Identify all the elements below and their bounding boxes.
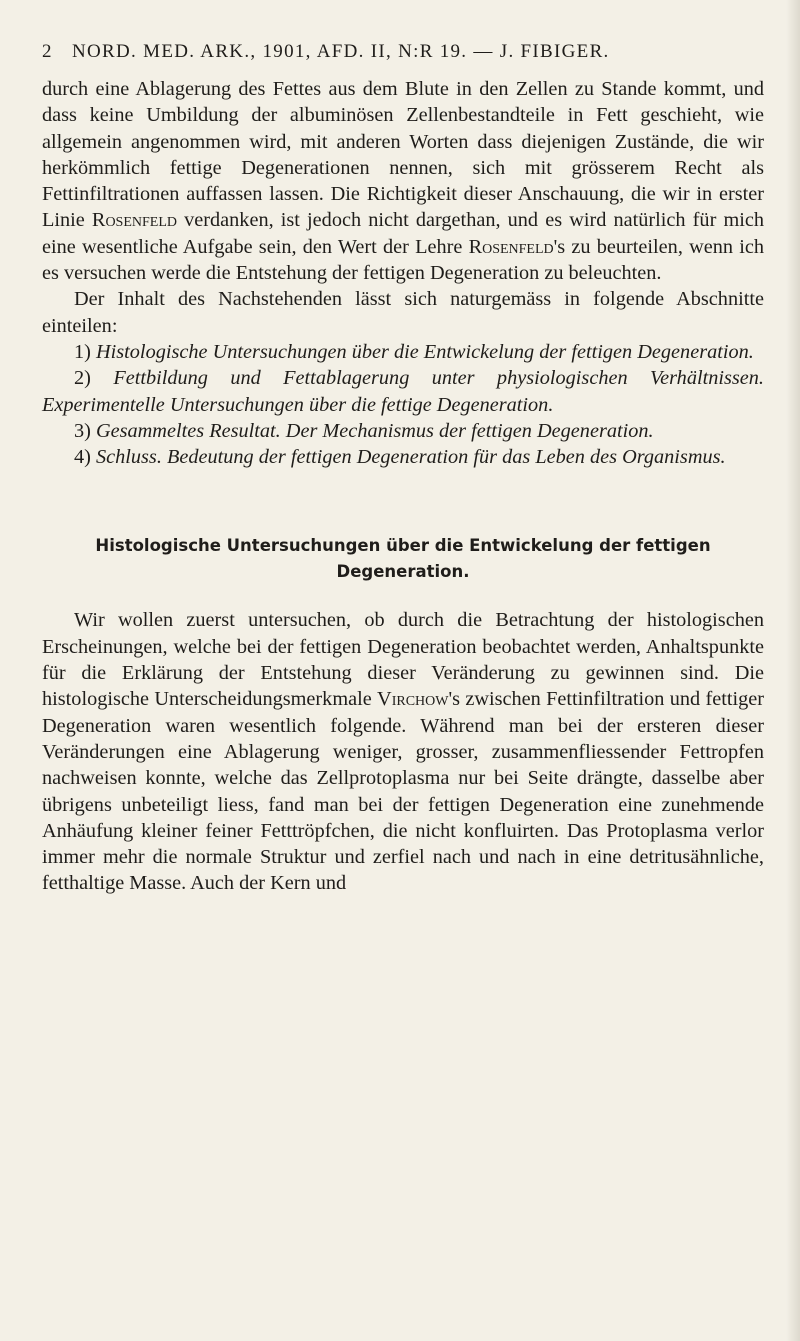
page-number: 2 xyxy=(42,41,53,62)
outline-item-title: Gesammeltes Resultat. Der Mechanismus der fettigen Degeneration. xyxy=(95,419,654,442)
outline-item-title: Schluss. Bedeutung der fettigen Degeneration für das Leben des Organismus. xyxy=(95,446,726,469)
text-column xyxy=(42,40,764,897)
page-edge-shadow xyxy=(786,0,800,1341)
outline-item-3: 3) Gesammeltes Resultat. Der Mechanismus der fettigen Degeneration. xyxy=(74,419,654,442)
intro-paragraph-2: Der Inhalt des Nachstehenden lässt sich naturgemäss in folgende Abschnitte einteilen: xyxy=(42,288,764,337)
section-text xyxy=(42,607,764,896)
section-paragraph-1: Wir wollen zuerst untersuchen, ob durch die Betrachtung der histologischen Erscheinungen, welche bei der fettigen Degeneration beobachtet werden, Anhaltspunkte für die Erklärung der Entstehung dieser Veränderung zu gewinnen sind. Die histologische Unterscheidungsmerkmale Virchow's zwischen Fettinfiltration und fettiger Degeneration waren wesentlich folgende. Während man bei der ersteren dieser Veränderungen eine Ablagerung weniger, grosser, zusammenfliessender Fettropfen nachweisen konnte, welche das Zellprotoplasma nur bei Seite drängte, dasselbe aber übrigens unbeteiligt liess, fand man bei der fettigen Degeneration eine zunehmende Anhäufung kleiner feiner Fetttröpfchen, die nicht konfluirten. Das Protoplasma verlor immer mehr die normale Struktur und zerfiel nach und nach in eine detritusähnliche, fetthaltige Masse. Auch der Kern und xyxy=(42,609,764,895)
author-name: Rosenfeld xyxy=(468,235,554,258)
running-head-text: NORD. MED. ARK., 1901, AFD. II, N:R 19. — J. FIBIGER. xyxy=(72,41,610,62)
section-heading: Histologische Untersuchungen über die Entwickelung der fettigen Degeneration. xyxy=(95,536,711,582)
intro-text xyxy=(42,76,764,470)
outline-item-title: Histologische Untersuchungen über die Entwickelung der fettigen Degeneration. xyxy=(95,340,754,363)
running-head xyxy=(42,40,764,64)
intro-paragraph-1: durch eine Ablagerung des Fettes aus dem Blute in den Zellen zu Stande kommt, und dass keine Umbildung der albuminösen Zellenbestandteile in Fett geschieht, wie allgemein angenommen wird, mit anderen Worten dass diejenigen Zustände, die wir herkömmlich fettige Degenerationen nennen, sich mit grösserem Recht als Fettinfiltrationen auffassen lassen. Die Richtigkeit dieser Anschauung, die wir in erster Linie Rosenfeld verdanken, ist jedoch nicht dargethan, und es wird natürlich für mich eine wesentliche Aufgabe sein, den Wert der Lehre Rosenfeld's zu beurteilen, wenn ich es versuchen werde die Entstehung der fettigen Degeneration zu beleuchten. xyxy=(42,78,764,285)
author-name: Virchow xyxy=(377,688,449,711)
author-name: Rosenfeld xyxy=(91,209,178,232)
outline-item-4: 4) Schluss. Bedeutung der fettigen Degeneration für das Leben des Organismus. xyxy=(74,446,726,469)
outline-item-1: 1) Histologische Untersuchungen über die Entwickelung der fettigen Degeneration. xyxy=(74,340,754,363)
outline-item-2: 2) Fettbildung und Fettablagerung unter physiologischen Verhältnissen. Experimentelle Untersuchungen über die fettige Degeneration. xyxy=(42,367,765,416)
outline-item-title: Fettbildung und Fettablagerung unter physiologischen Verhältnissen. Experimentelle Untersuchungen über die fettige Degeneration. xyxy=(42,367,765,416)
